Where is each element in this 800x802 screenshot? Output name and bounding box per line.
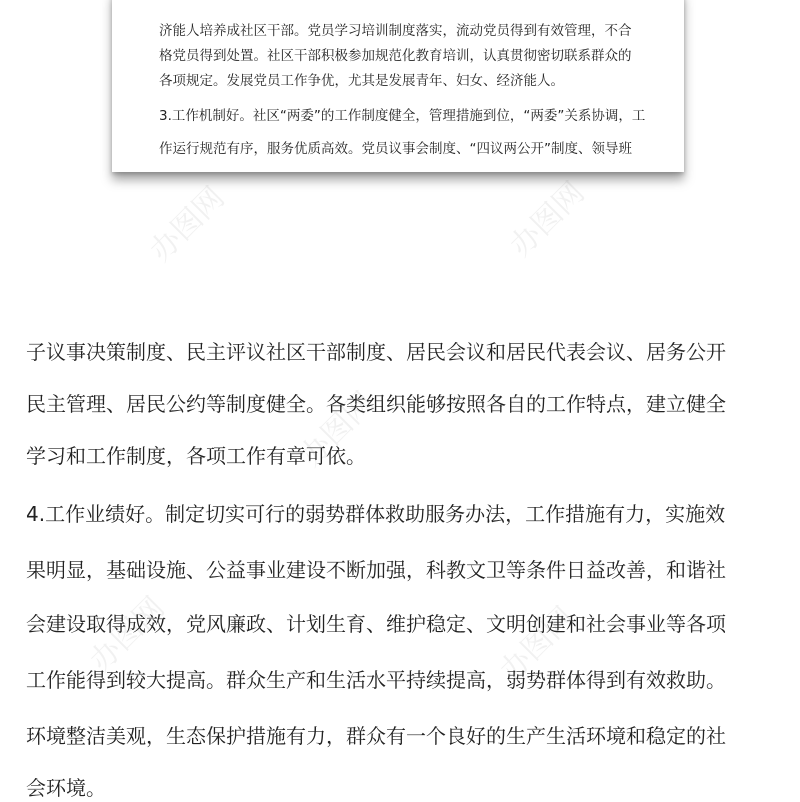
preview-line: 各项规定。发展党员工作争优，尤其是发展青年、妇女、经济能人。 xyxy=(159,73,564,89)
preview-line: 作运行规范有序，服务优质高效。党员议事会制度、“四议两公开”制度、领导班 xyxy=(159,141,632,157)
body-line: 4.工作业绩好。制定切实可行的弱势群体救助服务办法，工作措施有力，实施效 xyxy=(26,502,726,526)
body-line: 学习和工作制度，各项工作有章可依。 xyxy=(26,444,366,468)
watermark: 办图网 xyxy=(503,175,592,264)
body-line: 会环境。 xyxy=(26,776,106,800)
watermark: 办图网 xyxy=(293,385,382,474)
preview-line: 格党员得到处置。社区干部积极参加规范化教育培训，认真贯彻密切联系群众的 xyxy=(159,48,632,64)
body-line: 工作能得到较大提高。群众生产和生活水平持续提高，弱势群体得到有效救助。 xyxy=(26,668,726,692)
watermark: 办图网 xyxy=(493,600,582,689)
watermark: 办图网 xyxy=(83,590,172,679)
preview-line: 3.工作机制好。社区“两委”的工作制度健全，管理措施到位，“两委”关系协调，工 xyxy=(159,108,646,124)
preview-line: 济能人培养成社区干部。党员学习培训制度落实，流动党员得到有效管理，不合 xyxy=(159,23,632,39)
body-line: 子议事决策制度、民主评议社区干部制度、居民会议和居民代表会议、居务公开 xyxy=(26,340,726,364)
body-line: 果明显，基础设施、公益事业建设不断加强，科教文卫等条件日益改善，和谐社 xyxy=(26,558,726,582)
watermark: 办图网 xyxy=(143,180,232,269)
body-line: 民主管理、居民公约等制度健全。各类组织能够按照各自的工作特点，建立健全 xyxy=(26,392,726,416)
document-preview-card xyxy=(112,0,684,172)
body-line: 环境整洁美观，生态保护措施有力，群众有一个良好的生产生活环境和稳定的社 xyxy=(26,724,726,748)
body-line: 会建设取得成效，党风廉政、计划生育、维护稳定、文明创建和社会事业等各项 xyxy=(26,612,726,636)
